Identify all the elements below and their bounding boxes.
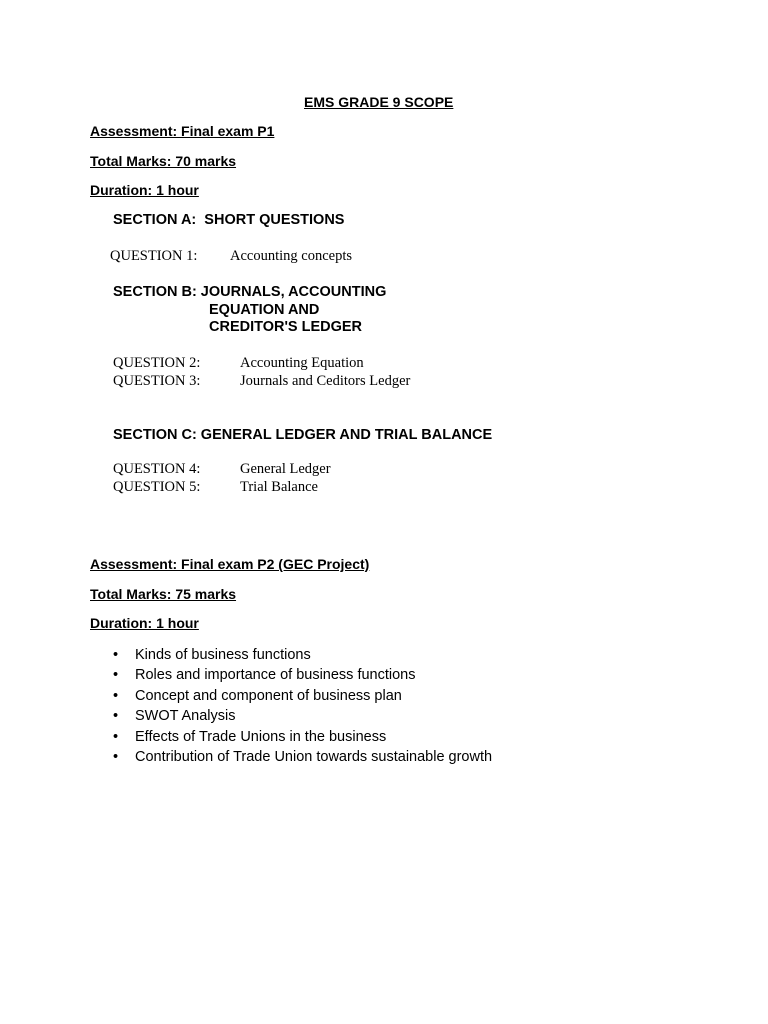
page-title: EMS GRADE 9 SCOPE bbox=[304, 94, 454, 110]
list-item: • Contribution of Trade Union towards sustainable growth bbox=[113, 747, 492, 767]
list-item: • Effects of Trade Unions in the business bbox=[113, 727, 492, 747]
p2-duration: Duration: 1 hour bbox=[90, 615, 199, 631]
list-item: • SWOT Analysis bbox=[113, 706, 492, 726]
bullet-icon: • bbox=[113, 728, 119, 745]
question-5-label: QUESTION 5: bbox=[113, 479, 201, 495]
p2-assessment: Assessment: Final exam P2 (GEC Project) bbox=[90, 556, 370, 572]
question-1-topic: Accounting concepts bbox=[230, 248, 353, 264]
section-b-heading-line3: CREDITOR'S LEDGER bbox=[209, 319, 363, 335]
list-item: • Roles and importance of business functions bbox=[113, 665, 492, 685]
bullet-icon: • bbox=[113, 748, 119, 765]
section-a-heading: SECTION A: SHORT QUESTIONS bbox=[113, 212, 345, 228]
question-3-label: QUESTION 3: bbox=[113, 373, 201, 389]
bullet-icon: • bbox=[113, 647, 119, 663]
p2-topic-list bbox=[113, 645, 492, 767]
section-c-heading: SECTION C: GENERAL LEDGER AND TRIAL BALANCE bbox=[113, 427, 493, 443]
question-1-label: QUESTION 1: bbox=[110, 248, 198, 264]
p1-duration: Duration: 1 hour bbox=[90, 182, 199, 198]
list-item: • Kinds of business functions bbox=[113, 645, 492, 665]
question-3-topic: Journals and Ceditors Ledger bbox=[240, 373, 411, 389]
p1-total-marks: Total Marks: 70 marks bbox=[90, 153, 237, 169]
question-2-label: QUESTION 2: bbox=[113, 355, 201, 371]
question-4-topic: General Ledger bbox=[240, 461, 331, 477]
bullet-icon: • bbox=[113, 708, 119, 725]
section-b-heading-line1: SECTION B: JOURNALS, ACCOUNTING bbox=[113, 284, 387, 300]
list-item: • Concept and component of business plan bbox=[113, 686, 492, 706]
section-b-heading-line2: EQUATION AND bbox=[209, 302, 320, 318]
bullet-icon: • bbox=[113, 667, 119, 684]
question-5-topic: Trial Balance bbox=[240, 479, 318, 495]
bullet-icon: • bbox=[113, 687, 119, 704]
question-4-label: QUESTION 4: bbox=[113, 461, 201, 477]
p2-total-marks: Total Marks: 75 marks bbox=[90, 586, 237, 602]
p1-assessment: Assessment: Final exam P1 bbox=[90, 123, 275, 139]
question-2-topic: Accounting Equation bbox=[240, 355, 364, 371]
